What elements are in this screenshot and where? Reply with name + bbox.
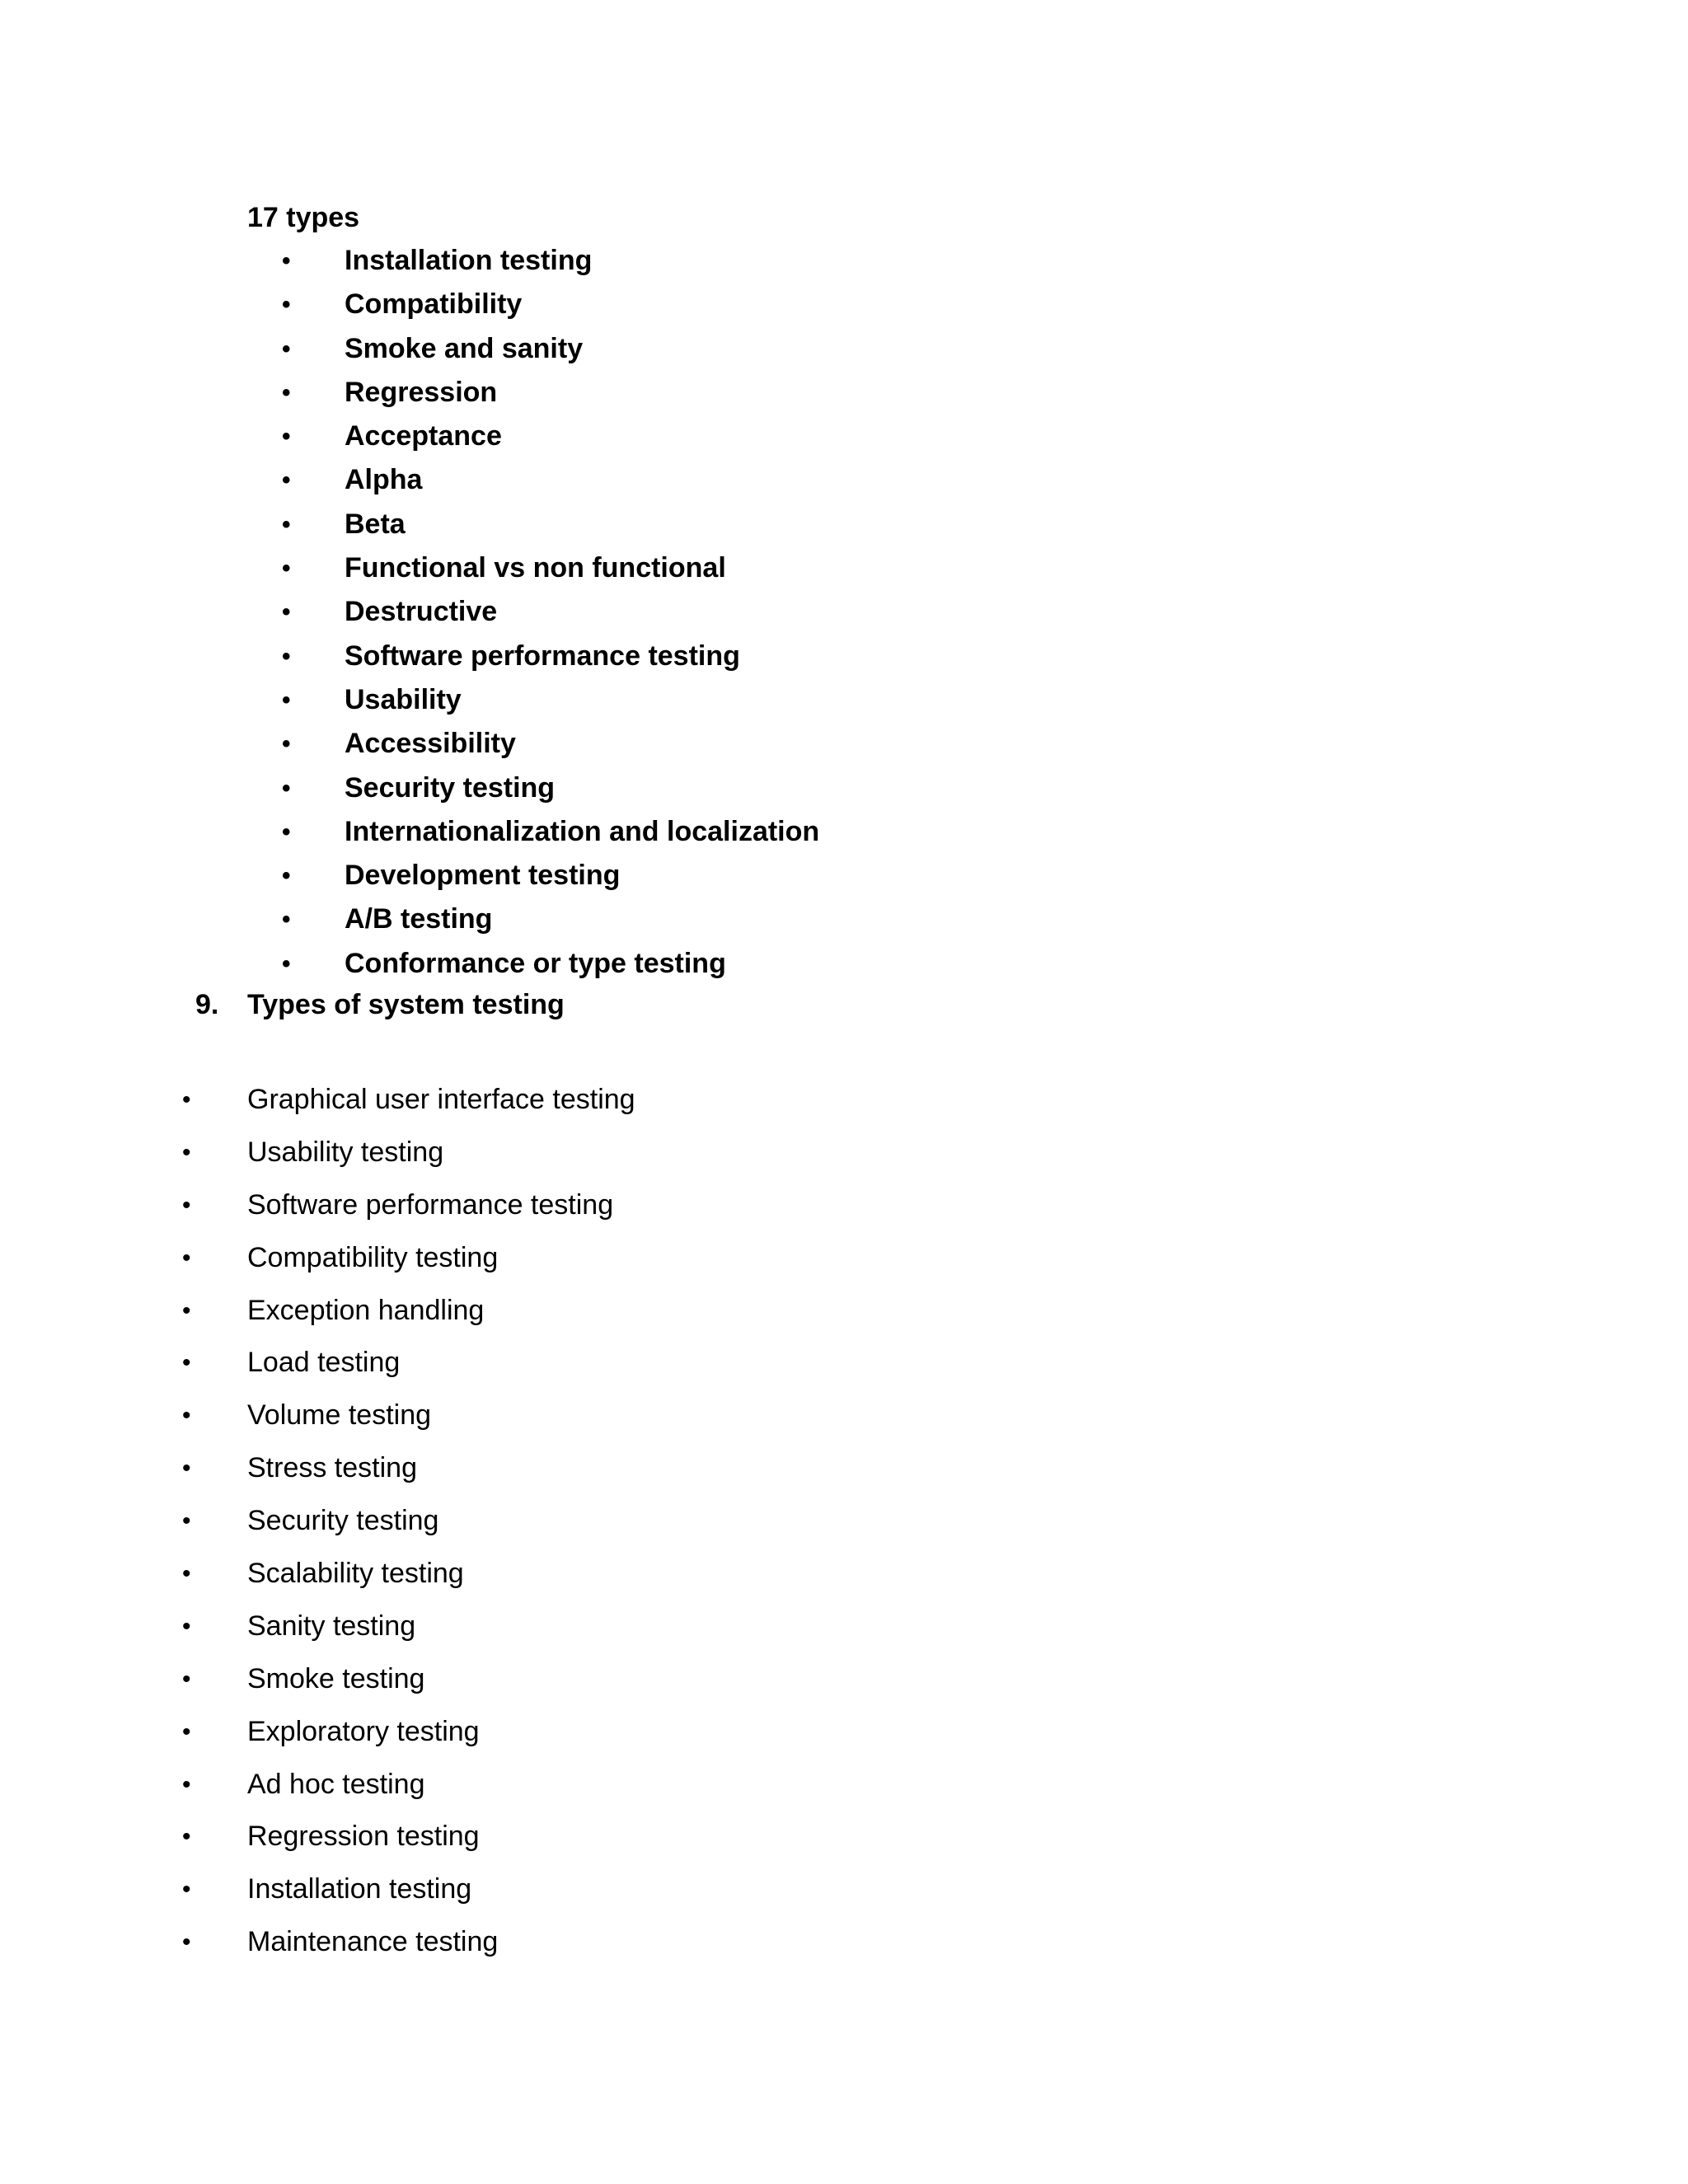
bullet-icon: • [282, 686, 291, 714]
bullet-icon: • [182, 1402, 191, 1430]
list-item-text: Usability [345, 683, 462, 715]
bullet-icon: • [282, 247, 291, 274]
list-item-text: Regression testing [247, 1821, 480, 1853]
bullet-icon: • [182, 1296, 191, 1324]
list-item-text: Security testing [247, 1505, 439, 1537]
bullet-icon: • [282, 730, 291, 758]
bullet-icon: • [282, 510, 291, 538]
bullet-icon: • [182, 1138, 191, 1166]
list-item-text: Sanity testing [247, 1610, 416, 1642]
bullet-icon: • [182, 1455, 191, 1483]
list-item-text: Development testing [345, 860, 621, 892]
list-item-text: Accessibility [345, 728, 516, 760]
list-item-text: Exploratory testing [247, 1715, 480, 1747]
list-item-text: A/B testing [345, 903, 493, 935]
list-item-text: Stress testing [247, 1452, 417, 1484]
types-heading: 17 types [247, 202, 360, 233]
bullet-icon: • [282, 423, 291, 451]
list-item-text: Functional vs non functional [345, 552, 726, 584]
list-item-text: Maintenance testing [247, 1926, 499, 1958]
list-item-text: Software performance testing [345, 640, 740, 672]
bullet-icon: • [282, 291, 291, 319]
bullet-icon: • [282, 949, 291, 977]
bullet-icon: • [182, 1191, 191, 1219]
list-item-text: Acceptance [345, 420, 502, 452]
list-item-text: Compatibility [345, 288, 523, 321]
bullet-icon: • [182, 1718, 191, 1746]
bullet-icon: • [282, 774, 291, 802]
bullet-icon: • [182, 1823, 191, 1851]
bullet-icon: • [282, 862, 291, 890]
list-item-text: Conformance or type testing [345, 947, 726, 979]
list-item-text: Alpha [345, 464, 423, 496]
list-item-text: Security testing [345, 771, 556, 804]
bullet-icon: • [182, 1560, 191, 1588]
list-item-text: Beta [345, 508, 406, 540]
bullet-icon: • [282, 818, 291, 846]
list-item-text: Regression [345, 376, 498, 408]
bullet-icon: • [282, 555, 291, 583]
list-item-text: Software performance testing [247, 1188, 614, 1221]
list-item-text: Compatibility testing [247, 1241, 499, 1273]
bullet-icon: • [182, 1612, 191, 1640]
bullet-icon: • [282, 642, 291, 670]
list-item-text: Installation testing [247, 1873, 472, 1905]
bullet-icon: • [182, 1876, 191, 1904]
bullet-icon: • [182, 1770, 191, 1798]
list-item-text: Destructive [345, 596, 498, 628]
list-item-text: Exception handling [247, 1294, 485, 1326]
bullet-icon: • [182, 1507, 191, 1535]
bullet-icon: • [182, 1929, 191, 1957]
list-item-text: Usability testing [247, 1136, 444, 1168]
bullet-icon: • [282, 335, 291, 363]
bullet-icon: • [182, 1665, 191, 1693]
list-item-text: Scalability testing [247, 1558, 464, 1590]
list-item-text: Volume testing [247, 1399, 432, 1432]
list-item-text: Graphical user interface testing [247, 1084, 635, 1115]
bullet-icon: • [282, 598, 291, 626]
bullet-icon: • [282, 378, 291, 406]
bullet-icon: • [182, 1244, 191, 1272]
list-item-text: Installation testing [345, 245, 593, 276]
section-heading [0, 984, 1688, 1025]
list-item-text: Ad hoc testing [247, 1768, 425, 1800]
list-item-text: Load testing [247, 1347, 401, 1379]
bullet-icon: • [282, 466, 291, 494]
list-item-text: Internationalization and localization [345, 815, 820, 847]
bullet-icon: • [282, 906, 291, 934]
section-title: Types of system testing [247, 989, 565, 1020]
bullet-icon: • [182, 1086, 191, 1113]
bullet-icon: • [182, 1349, 191, 1377]
section-number: 9. [195, 989, 219, 1020]
list-item-text: Smoke testing [247, 1662, 425, 1694]
list-item-text: Smoke and sanity [345, 332, 584, 364]
